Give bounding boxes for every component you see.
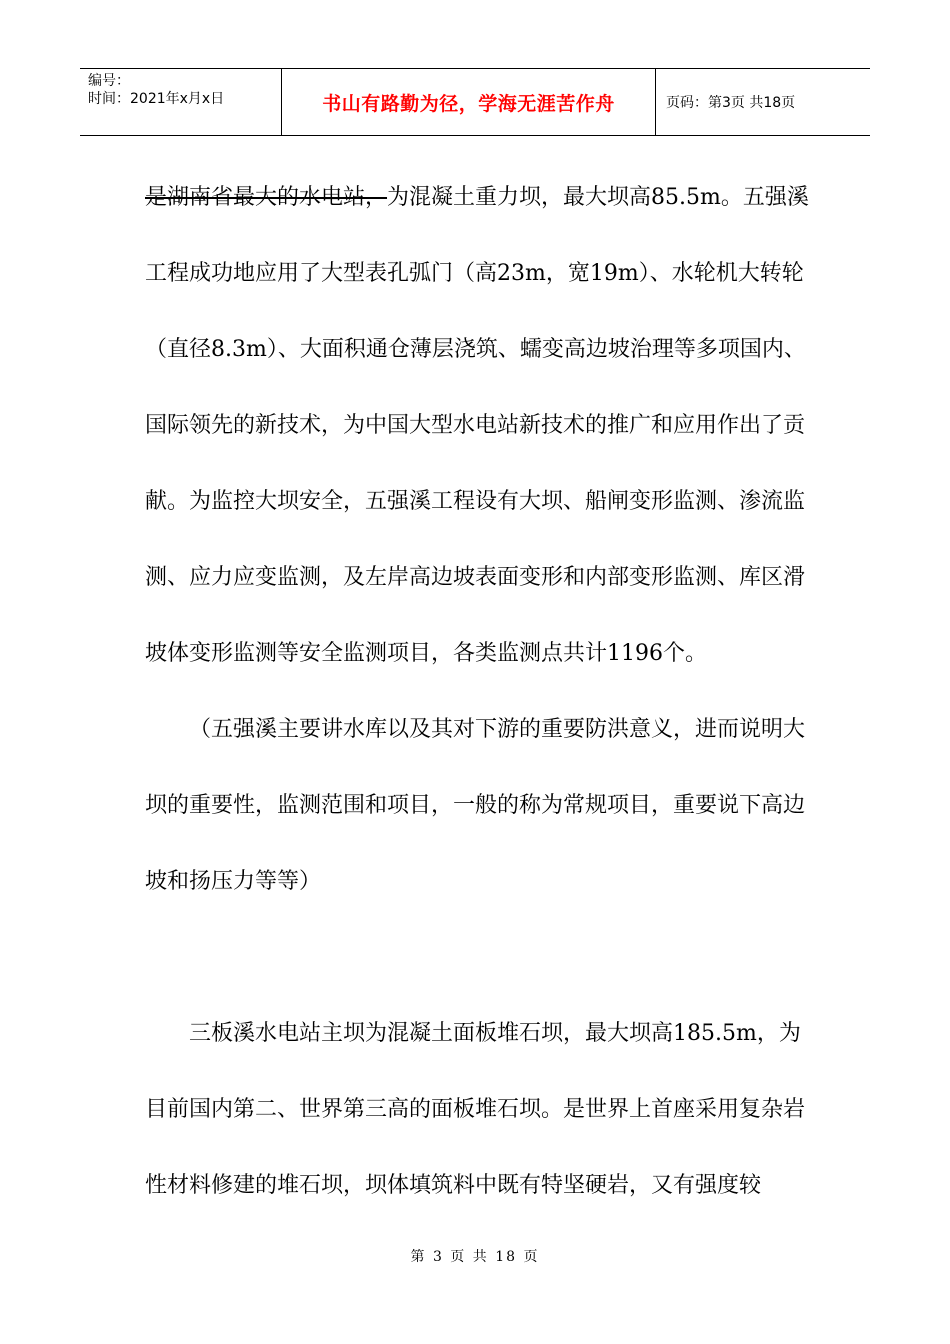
- paragraph-text: 为混凝土重力坝，最大坝高85.5m。五强溪工程成功地应用了大型表孔弧门（高23m，宽19m）、水轮机大转轮（直径8.3m）、大面积通仓薄层浇筑、蠕变高边坡治理等多项国内、国际领先的新技术，为中国大型水电站新技术的推广和应用作出了贡献。为监控大坝安全，五强溪工程设有大坝、船闸变形监测、渗流监测、应力应变监测，及左岸高边坡表面变形和内部变形监测、库区滑坡体变形监测等安全监测项目，各类监测点共计1196个。: [145, 185, 809, 666]
- document-number-label: 编号：: [88, 73, 130, 89]
- header-meta-cell: [80, 69, 282, 135]
- document-body: [145, 160, 810, 1224]
- page-footer: 第 3 页 共 18 页: [410, 1249, 540, 1265]
- header-page-info: 页码：第3页 共18页: [666, 95, 796, 111]
- header-page-cell: [656, 69, 870, 135]
- header-motto: 书山有路勤为径，学海无涯苦作舟: [322, 92, 615, 115]
- blank-line: [145, 920, 810, 996]
- paragraph-note: （五强溪主要讲水库以及其对下游的重要防洪意义，进而说明大坝的重要性，监测范围和项目，一般的称为常规项目，重要说下高边坡和扬压力等等）: [145, 717, 806, 894]
- document-date-label: 时间：2021年x月x日: [88, 91, 225, 107]
- paragraph-wuqiangxi: [145, 160, 810, 692]
- header-motto-cell: [282, 69, 656, 135]
- struck-text: 是湖南省最大的水电站，: [145, 185, 388, 210]
- page-header: [80, 68, 870, 136]
- paragraph-sanbanxi: 三板溪水电站主坝为混凝土面板堆石坝，最大坝高185.5m，为目前国内第二、世界第三高的面板堆石坝。是世界上首座采用复杂岩性材料修建的堆石坝，坝体填筑料中既有特坚硬岩，又有强度较: [145, 1021, 806, 1198]
